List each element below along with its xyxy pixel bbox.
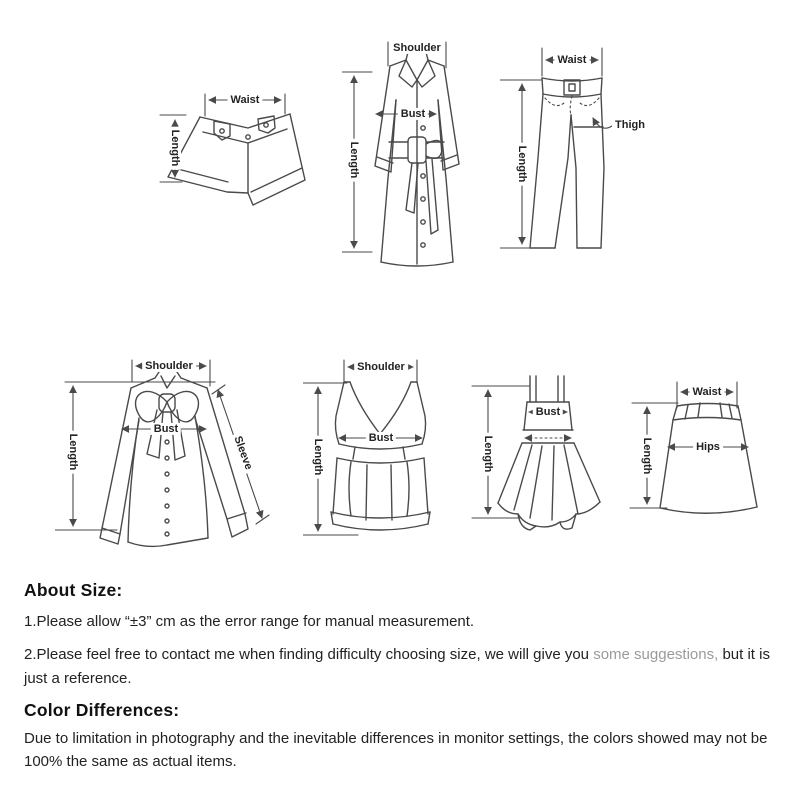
coat-length-label: Length [348,139,360,182]
shorts-diagram [150,82,315,222]
blouse-length-label: Length [67,431,79,474]
dress-bust-label: Bust [533,406,563,418]
notes-section [24,580,784,783]
tank-top-bust-label: Bust [366,432,396,444]
coat-bust-label: Bust [398,108,428,120]
shorts-length-label: Length [169,127,181,170]
coat-shoulder-label: Shoulder [390,42,444,54]
blouse-bust-label: Bust [151,423,181,435]
blouse-diagram [55,352,270,560]
color-differences-line1: Due to limitation in photography and the inevitable differences in monitor settings, the colors showed may not be [24,729,768,747]
pants-thigh-label: Thigh [612,119,648,131]
color-differences-body [24,727,784,774]
tank-top-shoulder-label: Shoulder [354,361,408,373]
tank-top-length-label: Length [312,436,324,479]
dress-length-label: Length [482,433,494,476]
about-size-heading: About Size: [24,580,123,600]
tank-top-diagram [303,352,443,547]
coat-diagram [342,38,482,273]
blouse-sleeve-label: Sleeve [230,432,255,475]
color-differences-heading: Color Differences: [24,699,180,720]
blouse-shoulder-label: Shoulder [142,360,196,372]
pants-diagram [500,38,655,268]
color-differences-line2: 100% the same as actual items. [24,753,237,770]
about-size-item-1: 1.Please allow “±3” cm as the error range for manual measurement. [24,613,475,630]
pants-waist-label: Waist [555,54,590,66]
about-size-item-2-gray-text: some suggestions, [593,646,719,664]
about-size-item-2-text: 2.Please feel free to contact me when finding difficulty choosing size, we will give you [24,646,594,664]
pants-length-label: Length [516,143,528,186]
shorts-waist-label: Waist [228,94,263,106]
about-size-item-2-line2: just a reference. [24,669,132,687]
about-size-item-2 [24,643,784,690]
coat-drawing [342,38,482,273]
skirt-length-label: Length [641,435,653,478]
about-size-item-2-text-end: but it is [718,646,770,664]
skirt-hips-label: Hips [693,441,723,453]
skirt-diagram [628,372,776,542]
skirt-waist-label: Waist [690,386,725,398]
dress-diagram [470,372,615,537]
